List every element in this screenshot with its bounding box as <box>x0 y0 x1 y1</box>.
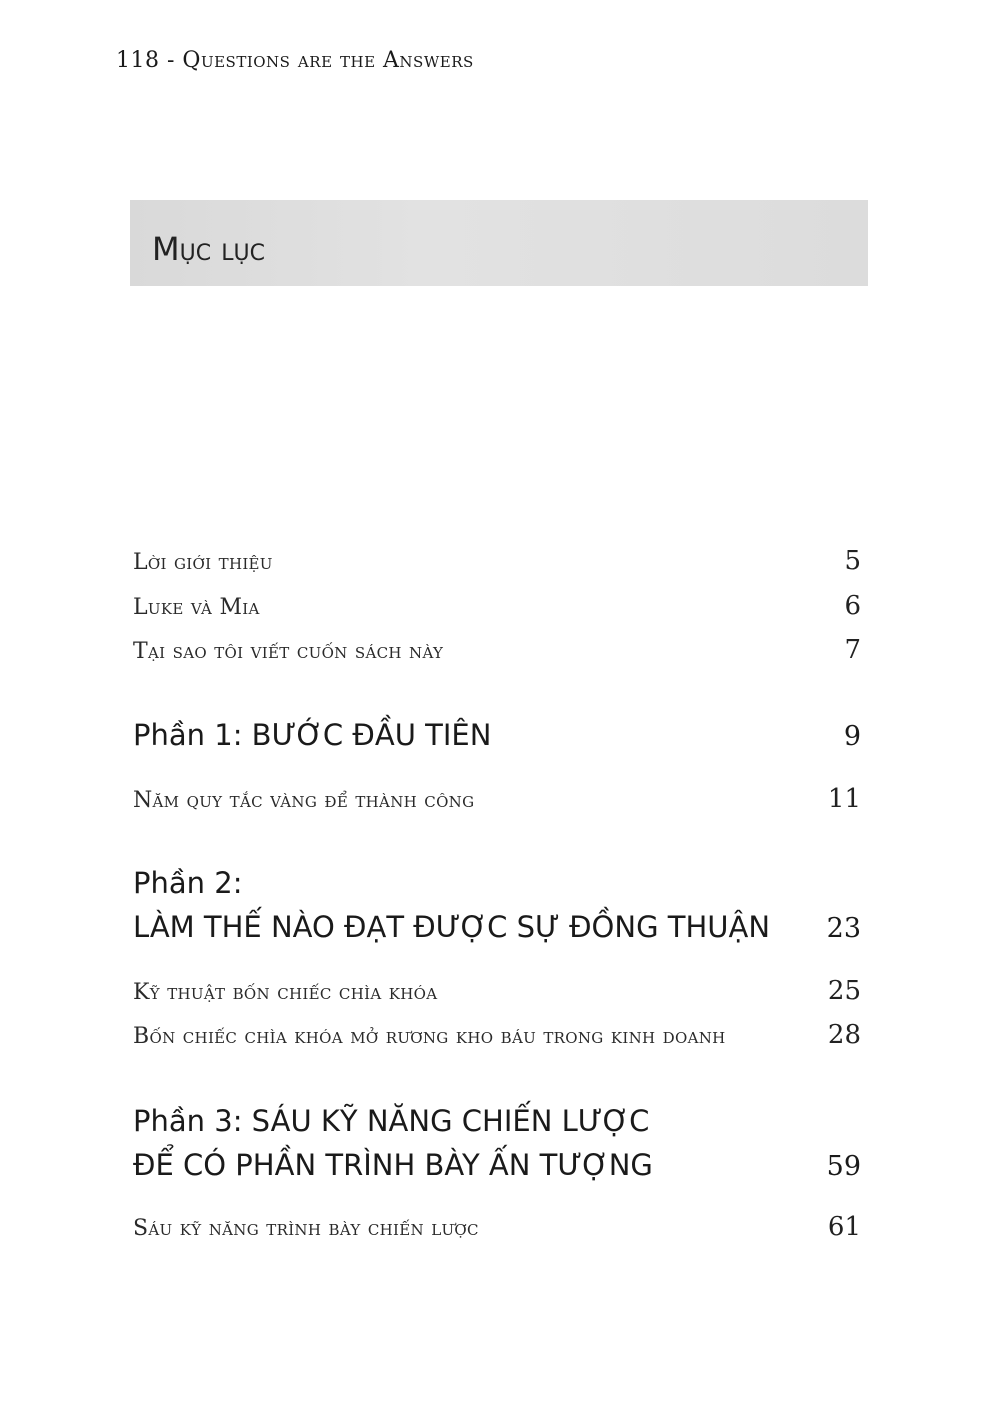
part-title: Phần 1: BƯỚC ĐẦU TIÊN <box>133 718 492 752</box>
toc-entry <box>133 1020 861 1050</box>
toc-entry <box>133 1212 861 1242</box>
part-heading <box>133 910 861 944</box>
toc-entry-page: 7 <box>844 635 861 665</box>
toc-entry-page: 11 <box>827 784 861 814</box>
toc-entry-page: 25 <box>827 976 861 1006</box>
toc-entry-page: 5 <box>844 546 861 576</box>
toc-entry-page: 28 <box>827 1020 861 1050</box>
toc-entry <box>133 591 861 621</box>
toc-entry-label: Lời giới thiệu <box>133 550 273 575</box>
toc-entry <box>133 635 861 665</box>
part-subtitle: LÀM THẾ NÀO ĐẠT ĐƯỢC SỰ ĐỒNG THUẬN <box>133 910 771 944</box>
toc-entry-label: Năm quy tắc vàng để thành công <box>133 788 475 813</box>
part-page: 9 <box>843 721 861 752</box>
toc-entry-label: Luke và Mia <box>133 595 260 620</box>
part-title: Phần 3: SÁU KỸ NĂNG CHIẾN LƯỢC <box>133 1104 650 1138</box>
part-subtitle: ĐỂ CÓ PHẦN TRÌNH BÀY ẤN TƯỢNG <box>133 1148 653 1182</box>
toc-title: Mục lục <box>152 230 265 268</box>
part-heading <box>133 1148 861 1182</box>
part-page: 23 <box>826 913 861 944</box>
running-header: 118 - Questions are the Answers <box>116 48 474 73</box>
toc-entry-label: Tại sao tôi viết cuốn sách này <box>133 639 444 664</box>
part-page: 59 <box>826 1151 861 1182</box>
toc-entry <box>133 976 861 1006</box>
toc-entry <box>133 784 861 814</box>
toc-entry <box>133 546 861 576</box>
toc-entry-label: Bốn chiếc chìa khóa mở rương kho báu trong kinh doanh <box>133 1024 726 1049</box>
part-title: Phần 2: <box>133 866 243 900</box>
toc-entry-page: 6 <box>844 591 861 621</box>
toc-entry-label: Kỹ thuật bốn chiếc chìa khóa <box>133 980 438 1005</box>
toc-entry-page: 61 <box>827 1212 861 1242</box>
toc-entry-label: Sáu kỹ năng trình bày chiến lược <box>133 1216 479 1241</box>
part-heading <box>133 718 861 752</box>
